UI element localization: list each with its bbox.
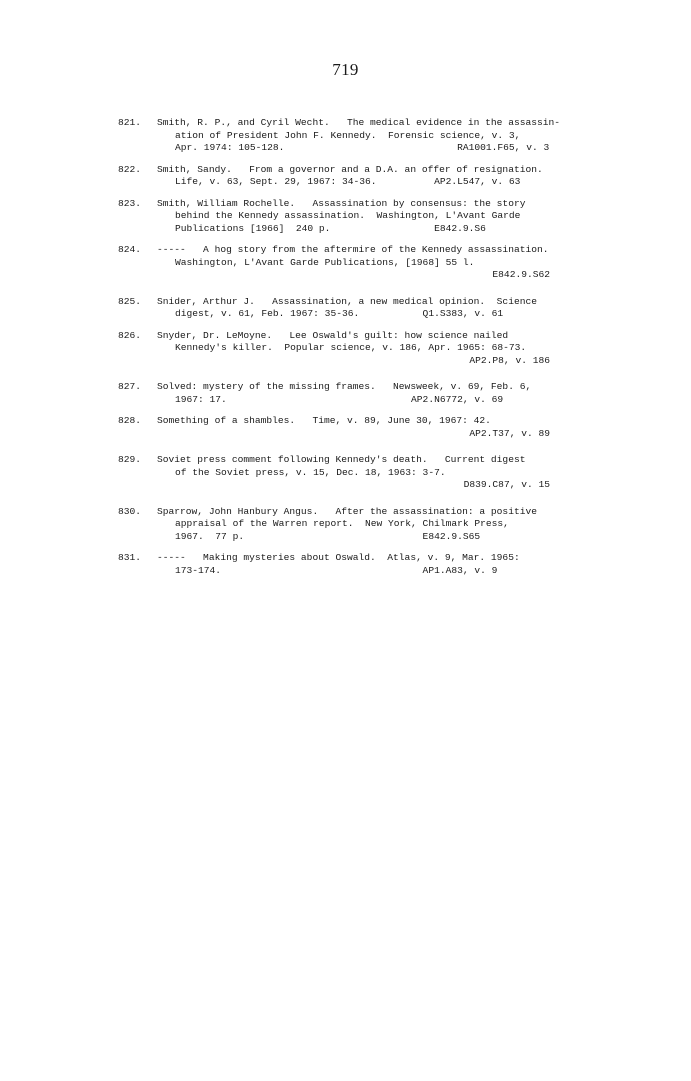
entry-number: 827.	[118, 381, 142, 392]
entry-number: 828.	[118, 415, 142, 426]
entry-line: Soviet press comment following Kennedy's death. Current digest	[157, 454, 526, 465]
entry-line: appraisal of the Warren report. New York, Chilmark Press,	[175, 518, 509, 529]
entry-body	[157, 454, 598, 492]
entry-body	[157, 415, 598, 440]
entry-number: 831.	[118, 552, 142, 563]
entry-line: Apr. 1974: 105-128. RA1001.F65, v. 3	[175, 142, 550, 153]
entry-number: 824.	[118, 244, 142, 255]
entry-line: Smith, R. P., and Cyril Wecht. The medical evidence in the assassin-	[157, 117, 561, 128]
entry-line: Life, v. 63, Sept. 29, 1967: 34-36. AP2.L547, v. 63	[175, 176, 521, 187]
entry-number: 829.	[118, 454, 142, 465]
bibliography-entry-831	[118, 552, 598, 577]
bibliography-entry-824	[118, 244, 598, 282]
entry-line: Sparrow, John Hanbury Angus. After the assassination: a positive	[157, 505, 537, 517]
entry-line: Smith, William Rochelle. Assassination by consensus: the story	[157, 197, 526, 209]
entry-line: Snyder, Dr. LeMoyne. Lee Oswald's guilt: how science nailed	[157, 329, 509, 341]
entry-body	[157, 506, 598, 544]
entry-body	[157, 164, 598, 189]
page-number: 719	[332, 60, 359, 79]
entry-line: 173-174. AP1.A83, v. 9	[175, 564, 498, 576]
bibliography-entry-821	[118, 117, 598, 155]
bibliography-entry-827	[118, 381, 598, 406]
entry-body	[157, 552, 598, 577]
entry-body	[157, 117, 598, 155]
entry-number: 826.	[118, 329, 142, 341]
entry-line: ation of President John F. Kennedy. Forensic science, v. 3,	[175, 129, 521, 141]
call-number: E842.9.S62	[492, 269, 550, 280]
entry-number: 821.	[118, 117, 142, 128]
entry-line: ----- Making mysteries about Oswald. Atlas, v. 9, Mar. 1965:	[157, 552, 520, 563]
entry-line: 1967. 77 p. E842.9.S65	[175, 530, 481, 542]
bibliography-list	[118, 117, 598, 586]
entry-line: Publications [1966] 240 p. E842.9.S6	[175, 222, 486, 234]
bibliography-entry-828	[118, 415, 598, 440]
entry-number: 830.	[118, 505, 142, 517]
call-number: AP2.P8, v. 186	[469, 354, 550, 366]
bibliography-entry-825	[118, 296, 598, 321]
entry-number: 825.	[118, 295, 142, 307]
bibliography-entry-826	[118, 330, 598, 368]
entry-line: Solved: mystery of the missing frames. Newsweek, v. 69, Feb. 6,	[157, 381, 532, 392]
entry-number: 823.	[118, 197, 142, 209]
bibliography-entry-830	[118, 506, 598, 544]
call-number: AP2.T37, v. 89	[469, 427, 550, 439]
entry-body	[157, 381, 598, 406]
entry-line: Something of a shambles. Time, v. 89, June 30, 1967: 42.	[157, 415, 491, 426]
bibliography-entry-829	[118, 454, 598, 492]
entry-line: behind the Kennedy assassination. Washington, L'Avant Garde	[175, 210, 521, 221]
bibliography-entry-823	[118, 198, 598, 236]
entry-body	[157, 296, 598, 321]
bibliography-entry-822	[118, 164, 598, 189]
entry-line: Kennedy's killer. Popular science, v. 186, Apr. 1965: 68-73.	[175, 342, 527, 353]
entry-line: Snider, Arthur J. Assassination, a new medical opinion. Science	[157, 295, 537, 307]
entry-line: Smith, Sandy. From a governor and a D.A. an offer of resignation.	[157, 163, 543, 175]
call-number: D839.C87, v. 15	[463, 479, 550, 490]
entry-body	[157, 330, 598, 368]
entry-line: 1967: 17. AP2.N6772, v. 69	[175, 393, 504, 405]
entry-number: 822.	[118, 163, 142, 175]
entry-line: digest, v. 61, Feb. 1967: 35-36. Q1.S383, v. 61	[175, 308, 504, 319]
entry-line: ----- A hog story from the aftermire of the Kennedy assassination.	[157, 244, 549, 255]
entry-body	[157, 244, 598, 282]
entry-line: Washington, L'Avant Garde Publications, [1968] 55 l.	[175, 256, 475, 268]
entry-line: of the Soviet press, v. 15, Dec. 18, 1963: 3-7.	[175, 466, 446, 478]
entry-body	[157, 198, 598, 236]
